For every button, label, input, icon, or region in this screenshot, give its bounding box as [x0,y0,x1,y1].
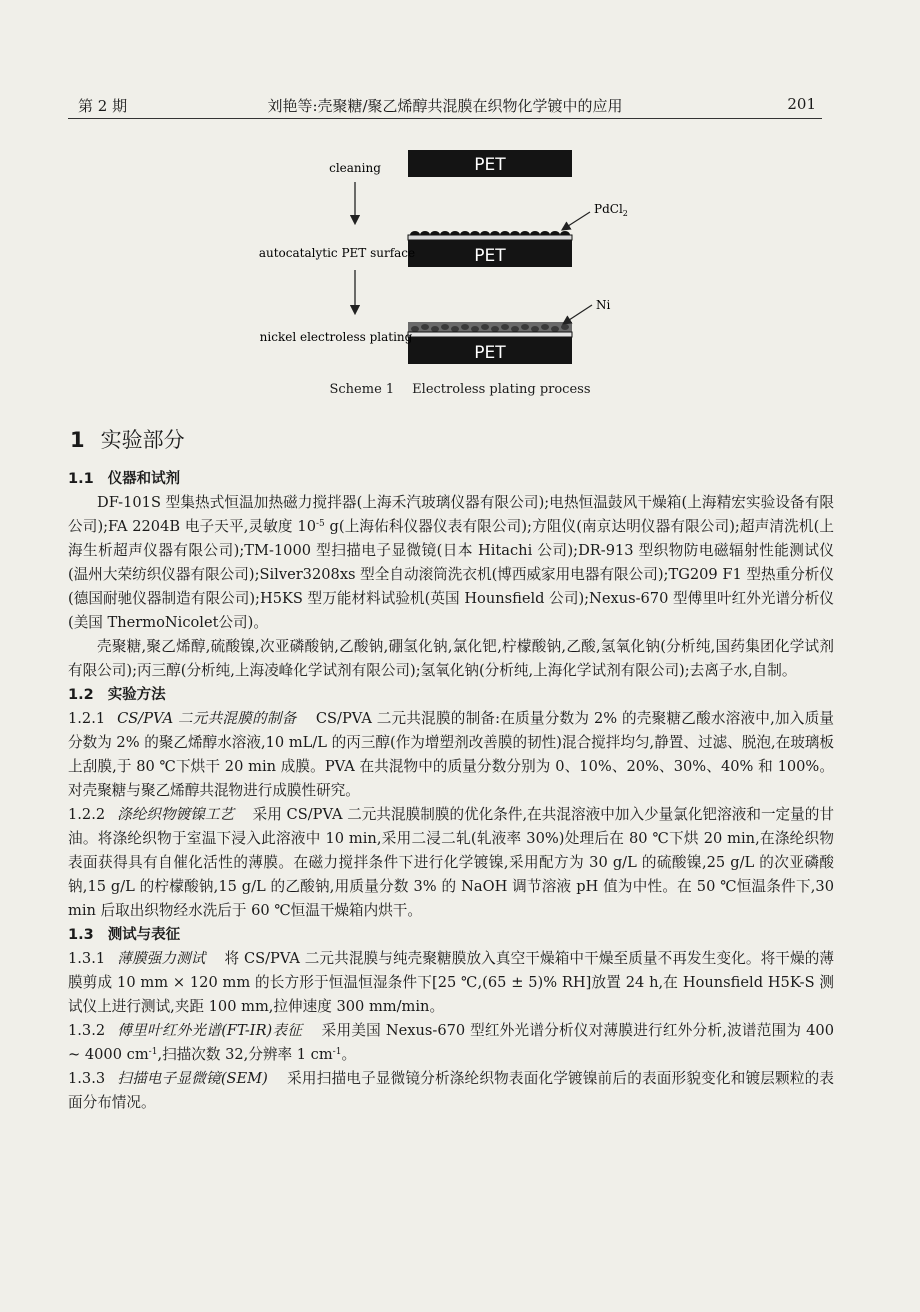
step1-label: cleaning [329,161,381,175]
film-layer-1 [408,235,572,240]
paragraph-1-3-1: 1.3.1 薄膜强力测试 将 CS/PVA 二元共混膜与纯壳聚糖膜放入真空干燥箱中干燥至质量不再发生变化。将干燥的薄膜剪成 10 mm × 120 mm 的长方形于恒温恒湿条件下[25 ℃,(65 ± 5)% RH]放置 24 h,在 Hounsfield H5K-S 测试仪上进行测试,夹距 100 mm,拉伸速度 300 mm/min。 [68,950,834,1015]
pet-label-2: PET [474,246,506,266]
ni-pointer [566,305,592,322]
body-text [68,467,834,1115]
pdcl2-label: PdCl$_2$ [594,202,628,218]
scheme-caption-text: Electroless plating process [412,382,591,397]
pd-particles [410,231,570,235]
film-layer-2 [408,332,572,337]
issue-label: 第 2 期 [78,97,128,115]
running-title: 刘艳等:壳聚糖/聚乙烯醇共混膜在织物化学镀中的应用 [267,97,623,115]
scheme-caption-number: Scheme 1 [329,382,395,397]
paragraph-reagents: 壳聚糖,聚乙烯醇,硫酸镍,次亚磷酸钠,乙酸钠,硼氢化钠,氯化钯,柠檬酸钠,乙酸,氢氧化钠(分析纯,国药集团化学试剂有限公司);丙三醇(分析纯,上海凌峰化学试剂有限公司);氢氧化钠(分析纯,上海化学试剂有限公司);去离子水,自制。 [68,638,834,679]
paragraph-1-3-3: 1.3.3 扫描电子显微镜(SEM) 采用扫描电子显微镜分析涤纶织物表面化学镀镍前后的表面形貌变化和镀层颗粒的表面分布情况。 [68,1070,834,1111]
pdcl2-pointer [565,212,590,228]
subsection-heading-1-3: 1.3 测试与表征 [68,927,181,943]
ni-label: Ni [596,298,611,312]
paragraph-instruments: DF-101S 型集热式恒温加热磁力搅拌器(上海禾汽玻璃仪器有限公司);电热恒温鼓风干燥箱(上海精宏实验设备有限公司);FA 2204B 电子天平,灵敏度 $10^{-5}$ g(上海佑科仪器仪表有限公司);方阻仪(南京达明仪器有限公司);超声清洗机(上海生析超声仪器有限公司);TM-1000 型扫描电子显微镜(日本 Hitachi 公司);DR-913 型织物防电磁辐射性能测试仪(温州大荣纺织仪器有限公司);Silver3208xs 型全自动滚筒洗衣机(博西威家用电器有限公司);TG209 F1 型热重分析仪(德国耐驰仪器制造有限公司);H5KS 型万能材料试验机(英国 Hounsfield 公司);Nexus-670 型傅里叶红外光谱分析仪(美国 ThermoNicolet公司)。 [68,494,834,631]
scheme-caption [0,382,920,397]
pet-label-3: PET [474,343,506,363]
step3-label: nickel electroless plating [259,330,413,344]
section-number: 1 [70,428,85,452]
subsection-heading-1-1: 1.1 仪器和试剂 [68,471,181,487]
section-heading [70,424,185,454]
running-header [68,92,822,119]
page-number: 201 [787,95,816,113]
paragraph-1-3-2: 1.3.2 傅里叶红外光谱(FT-IR)表征 采用美国 Nexus-670 型红外光谱分析仪对薄膜进行红外分析,波谱范围为 400 ~ 4000 $cm^{-1}$,扫描次数 32,分辨率 1 $cm^{-1}$。 [68,1022,834,1063]
section-title: 实验部分 [100,428,185,452]
paragraph-1-2-1: 1.2.1 CS/PVA 二元共混膜的制备 CS/PVA 二元共混膜的制备:在质量分数为 2% 的壳聚糖乙酸水溶液中,加入质量分数为 2% 的聚乙烯醇水溶液,10 mL/L 的丙三醇(作为增塑剂改善膜的韧性)混合搅拌均匀,静置、过滤、脱泡,在玻璃板上刮膜,于 80 ℃下烘干 20 min 成膜。PVA 在共混物中的质量分数分别为 0、10%、20%、30%、40% 和 100%。对壳聚糖与聚乙烯醇共混物进行成膜性研究。 [68,710,834,799]
step2-label: autocatalytic PET surface [258,246,416,260]
pet-label-1: PET [474,155,506,175]
scheme-diagram [0,140,920,410]
subsection-heading-1-2: 1.2 实验方法 [68,687,166,703]
paragraph-1-2-2: 1.2.2 涤纶织物镀镍工艺 采用 CS/PVA 二元共混膜制膜的优化条件,在共混溶液中加入少量氯化钯溶液和一定量的甘油。将涤纶织物于室温下浸入此溶液中 10 min,采用二浸二轧(轧液率 30%)处理后在 80 ℃下烘 20 min,在涤纶织物表面获得具有自催化活性的薄膜。在磁力搅拌条件下进行化学镀镍,采用配方为 30 g/L 的硫酸镍,25 g/L 的次亚磷酸钠,15 g/L 的柠檬酸钠,15 g/L 的乙酸钠,用质量分数 3% 的 NaOH 调节溶液 pH 值为中性。在 50 ℃恒温条件下,30 min 后取出织物经水洗后于 60 ℃恒温干燥箱内烘干。 [68,806,834,919]
